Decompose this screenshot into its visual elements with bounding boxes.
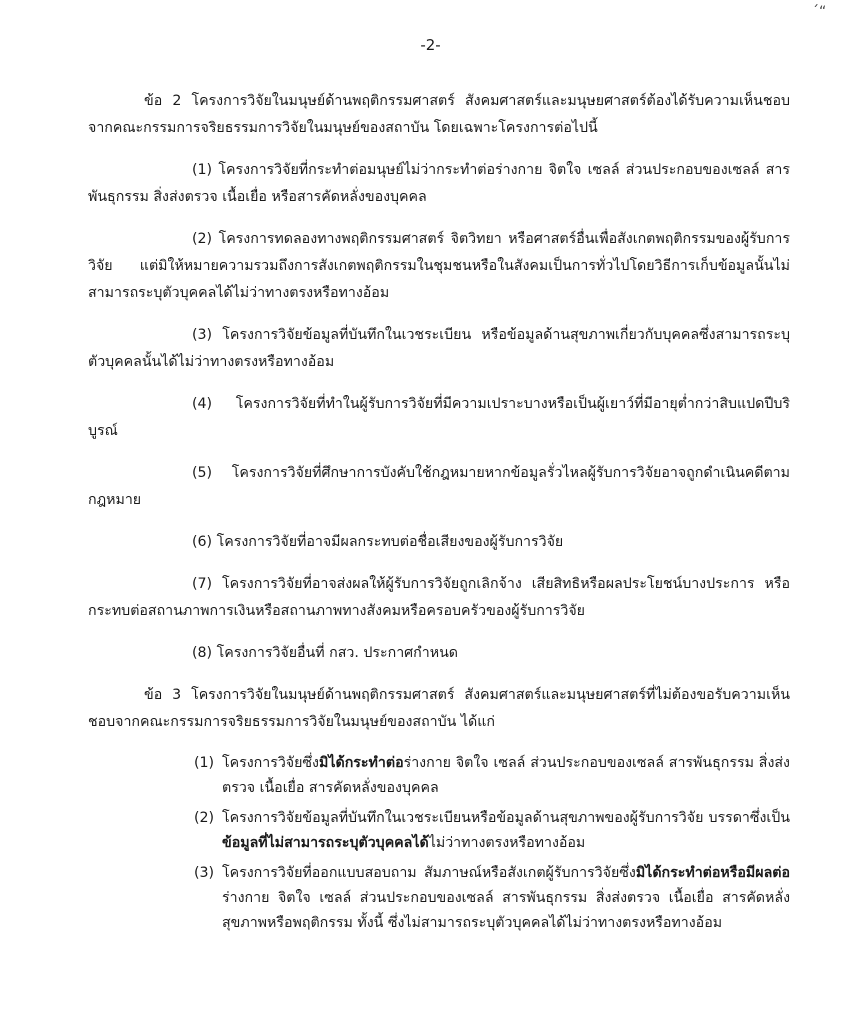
clause-2-item-4: (4) โครงการวิจัยที่ทำในผู้รับการวิจัยที่มีความเปราะบางหรือเป็นผู้เยาว์ที่มีอายุต่ำกว่าสิบแปดปีบริบูรณ์: [88, 396, 790, 439]
clause-3: ข้อ 3 โครงการวิจัยในมนุษย์ด้านพฤติกรรมศาสตร์ สังคมศาสตร์และมนุษยศาสตร์ที่ไม่ต้องขอรับความเห็นชอบจากคณะกรรมการจริยธรรมการวิจัยในมนุษย์ของสถาบัน ได้แก่: [88, 687, 790, 730]
item-text: ร่างกาย จิตใจ เซลล์ ส่วนประกอบของเซลล์ สารพันธุกรรม สิ่งส่งตรวจ เนื้อเยื่อ สารคัดหลั่งของบุคคล: [222, 755, 790, 796]
clause-2-item-1: (1) โครงการวิจัยที่กระทำต่อมนุษย์ไม่ว่ากระทำต่อร่างกาย จิตใจ เซลล์ ส่วนประกอบของเซลล์ สารพันธุกรรม สิ่งส่งตรวจ เนื้อเยื่อ หรือสารคัดหลั่งของบุคคล: [88, 162, 790, 205]
document-body: [88, 88, 790, 941]
clause-2-item-2: (2) โครงการทดลองทางพฤติกรรมศาสตร์ จิตวิทยา หรือศาสตร์อื่นเพื่อสังเกตพฤติกรรมของผู้รับการวิจัย แต่มิให้หมายความรวมถึงการสังเกตพฤติกรรมในชุมชนหรือในสังคมเป็นการทั่วไปโดยวิธีการเก็บข้อมูลนั้นไม่สามารถระบุตัวบุคคลได้ไม่ว่าทางตรงหรือทางอ้อม: [88, 231, 790, 301]
item-text: โครงการวิจัยซึ่ง: [222, 755, 319, 771]
item-text: ไม่ว่าทางตรงหรือทางอ้อม: [428, 835, 586, 851]
clause-2: ข้อ 2 โครงการวิจัยในมนุษย์ด้านพฤติกรรมศาสตร์ สังคมศาสตร์และมนุษยศาสตร์ต้องได้รับความเห็นชอบจากคณะกรรมการจริยธรรมการวิจัยในมนุษย์ของสถาบัน โดยเฉพาะโครงการต่อไปนี้: [88, 93, 790, 136]
item-number: (2): [194, 810, 215, 826]
item-number: (3): [194, 865, 215, 881]
clause-2-item-8: (8) โครงการวิจัยอื่นที่ กสว. ประกาศกำหนด: [192, 645, 458, 661]
clause-3-item-1: [194, 751, 790, 801]
item-text: โครงการวิจัยที่ออกแบบสอบถาม สัมภาษณ์หรือสังเกตผู้รับการวิจัยซึ่ง: [222, 865, 636, 881]
item-number: (1): [194, 755, 215, 771]
page-number: -2-: [420, 36, 441, 54]
clause-3-item-2: [194, 806, 790, 856]
item-emphasis: มิได้กระทำต่อหรือมีผลต่อ: [635, 865, 790, 881]
item-text: โครงการวิจัยข้อมูลที่บันทึกในเวชระเบียนหรือข้อมูลด้านสุขภาพของผู้รับการวิจัย บรรดาซึ่งเป็น: [222, 810, 790, 826]
clause-2-item-3: (3) โครงการวิจัยข้อมูลที่บันทึกในเวชระเบียน หรือข้อมูลด้านสุขภาพเกี่ยวกับบุคคลซึ่งสามารถระบุตัวบุคคลนั้นได้ไม่ว่าทางตรงหรือทางอ้อม: [88, 327, 790, 370]
corner-mark: ´“: [812, 4, 827, 20]
item-text: ร่างกาย จิตใจ เซลล์ ส่วนประกอบของเซลล์ สารพันธุกรรม สิ่งส่งตรวจ เนื้อเยื่อ สารคัดหลั่ง สุขภาพหรือพฤติกรรม ทั้งนี้ ซึ่งไม่สามารถระบุตัวบุคคลได้ไม่ว่าทางตรงหรือทางอ้อม: [222, 890, 790, 931]
item-emphasis: ข้อมูลที่ไม่สามารถระบุตัวบุคคลได้: [222, 835, 429, 851]
clause-2-item-7: (7) โครงการวิจัยที่อาจส่งผลให้ผู้รับการวิจัยถูกเลิกจ้าง เสียสิทธิหรือผลประโยชน์บางประการ หรือกระทบต่อสถานภาพการเงินหรือสถานภาพทางสังคมหรือครอบครัวของผู้รับการวิจัย: [88, 576, 790, 619]
clause-3-item-3: [194, 861, 790, 936]
clause-2-item-6: (6) โครงการวิจัยที่อาจมีผลกระทบต่อชื่อเสียงของผู้รับการวิจัย: [192, 534, 564, 550]
clause-2-item-5: (5) โครงการวิจัยที่ศึกษาการบังคับใช้กฎหมายหากข้อมูลรั่วไหลผู้รับการวิจัยอาจถูกดำเนินคดีตามกฎหมาย: [88, 465, 790, 508]
item-emphasis: มิได้กระทำต่อ: [319, 755, 404, 771]
clause-3-list: [88, 751, 790, 936]
